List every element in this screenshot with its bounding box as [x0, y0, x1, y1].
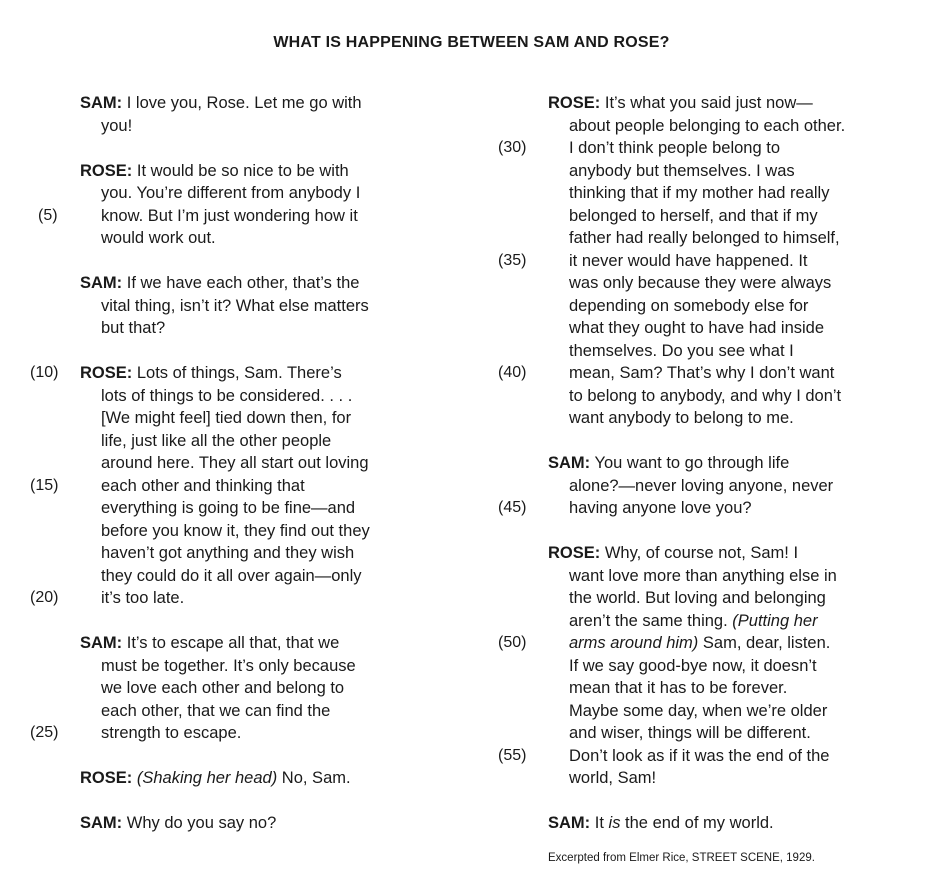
- dialogue-line: [548, 812, 928, 835]
- dialogue-text: It’s what you said just now—: [604, 94, 813, 112]
- dialogue-line: [498, 745, 928, 768]
- speaker-label: SAM:: [80, 94, 123, 112]
- speaker-label: ROSE:: [80, 364, 133, 382]
- dialogue-text: strength to escape.: [101, 724, 242, 742]
- dialogue-line: [498, 250, 928, 273]
- stage-direction: (Shaking her head): [136, 769, 278, 787]
- dialogue-line: life, just like all the other people: [101, 431, 332, 450]
- line-number: (45): [498, 499, 527, 516]
- dialogue-text: It would be so nice to be with: [136, 161, 349, 180]
- dialogue-text: having anyone love you?: [569, 499, 752, 517]
- dialogue-line: [80, 632, 460, 655]
- dialogue-line: must be together. It’s only because: [101, 656, 356, 675]
- dialogue-line: around here. They all start out loving: [101, 454, 369, 472]
- dialogue-line: alone?—never loving anyone, never: [569, 476, 834, 495]
- dialogue-text: I don’t think people belong to: [569, 139, 780, 157]
- dialogue-line: each other, that we can find the: [101, 701, 331, 720]
- dialogue-line: was only because they were always: [569, 274, 832, 292]
- dialogue-line: If we say good-bye now, it doesn’t: [569, 656, 817, 675]
- dialogue-text: It’s to escape all that, that we: [126, 634, 340, 652]
- dialogue-line: what they ought to have had inside: [569, 319, 825, 337]
- line-number: (10): [30, 364, 59, 381]
- dialogue-line: father had really belonged to himself,: [569, 229, 840, 247]
- dialogue-line: [30, 362, 460, 385]
- dialogue-line: to belong to anybody, and why I don’t: [569, 386, 842, 405]
- speaker-label: SAM:: [80, 814, 123, 832]
- speaker-label: ROSE:: [80, 769, 133, 787]
- dialogue-line: [548, 92, 928, 115]
- line-number: (50): [498, 634, 527, 651]
- dialogue-text: it’s too late.: [101, 589, 185, 607]
- dialogue-line: Maybe some day, when we’re older: [569, 701, 828, 720]
- dialogue-text: each other and thinking that: [101, 476, 305, 495]
- dialogue-line: world, Sam!: [569, 769, 657, 787]
- dialogue-line: want anybody to belong to me.: [569, 409, 794, 427]
- dialogue-line: we love each other and belong to: [101, 679, 345, 697]
- dialogue-text: If we have each other, that’s the: [126, 274, 360, 292]
- dialogue-line: you!: [101, 116, 133, 135]
- dialogue-line: [80, 160, 460, 183]
- dialogue-line: [80, 272, 460, 295]
- dialogue-text: Why, of course not, Sam! I: [604, 544, 799, 562]
- dialogue-line: [80, 767, 460, 790]
- stage-direction: arms around him): [569, 634, 699, 652]
- source-credit: Excerpted from Elmer Rice, STREET SCENE, 1929.: [548, 852, 815, 864]
- dialogue-line: everything is going to be fine—and: [101, 499, 356, 517]
- dialogue-line: [548, 610, 928, 633]
- dialogue-line: belonged to herself, and that if my: [569, 206, 818, 225]
- dialogue-line: the world. But loving and belonging: [569, 589, 826, 607]
- speaker-label: ROSE:: [80, 161, 133, 180]
- dialogue-line: [498, 137, 928, 160]
- speaker-label: ROSE:: [548, 94, 601, 112]
- dialogue-line: [80, 92, 460, 115]
- dialogue-line: vital thing, isn’t it? What else matters: [101, 296, 369, 315]
- dialogue-line: [498, 362, 928, 385]
- passage-title: WHAT IS HAPPENING BETWEEN SAM AND ROSE?: [273, 34, 670, 51]
- line-number: (40): [498, 364, 527, 381]
- line-number: (55): [498, 746, 527, 764]
- right-column: [498, 92, 928, 835]
- dialogue-line: [548, 452, 928, 475]
- line-number: (30): [498, 139, 527, 156]
- speaker-label: SAM:: [548, 454, 591, 472]
- dialogue-line: haven’t got anything and they wish: [101, 544, 355, 562]
- dialogue-line: [30, 587, 460, 610]
- speaker-label: ROSE:: [548, 544, 601, 562]
- dialogue-text: mean, Sam? That’s why I don’t want: [569, 364, 835, 382]
- speaker-label: SAM:: [80, 274, 123, 292]
- dialogue-line: you. You’re different from anybody I: [101, 184, 361, 202]
- dialogue-text: Sam, dear, listen.: [702, 634, 831, 652]
- dialogue-line: [38, 205, 460, 228]
- dialogue-text: it never would have happened. It: [569, 251, 808, 270]
- dialogue-line: anybody but themselves. I was: [569, 161, 795, 180]
- dialogue-text: Why do you say no?: [126, 814, 277, 832]
- dialogue-line: thinking that if my mother had really: [569, 184, 830, 202]
- dialogue-text: know. But I’m just wondering how it: [101, 206, 358, 225]
- dialogue-text: aren’t the same thing.: [569, 611, 728, 630]
- line-number: (15): [30, 476, 59, 494]
- dialogue-line: they could do it all over again—only: [101, 566, 362, 585]
- line-number: (5): [38, 206, 58, 224]
- stage-direction: (Putting her: [732, 611, 818, 630]
- dialogue-line: depending on somebody else for: [569, 296, 809, 315]
- dialogue-text: No, Sam.: [281, 769, 351, 787]
- dialogue-text: It: [594, 814, 604, 832]
- emphasis-text: is: [608, 814, 621, 832]
- dialogue-text: Lots of things, Sam. There’s: [136, 364, 342, 382]
- dialogue-line: but that?: [101, 319, 166, 337]
- speaker-label: SAM:: [548, 814, 591, 832]
- dialogue-line: mean that it has to be forever.: [569, 679, 788, 697]
- dialogue-line: would work out.: [101, 229, 216, 247]
- speaker-label: SAM:: [80, 634, 123, 652]
- dialogue-line: [498, 632, 928, 655]
- dialogue-line: themselves. Do you see what I: [569, 341, 794, 360]
- dialogue-line: [30, 475, 460, 498]
- dialogue-line: [548, 542, 928, 565]
- dialogue-line: [30, 722, 460, 745]
- dialogue-line: before you know it, they find out they: [101, 521, 370, 540]
- dialogue-line: [498, 497, 928, 520]
- left-column: [30, 92, 460, 835]
- line-number: (25): [30, 724, 59, 741]
- line-number: (20): [30, 589, 59, 606]
- dialogue-text: I love you, Rose. Let me go with: [126, 94, 362, 112]
- dialogue-line: [80, 812, 460, 835]
- dialogue-line: want love more than anything else in: [569, 566, 837, 585]
- dialogue-text: Don’t look as if it was the end of the: [569, 746, 830, 765]
- dialogue-text: You want to go through life: [594, 454, 790, 472]
- line-number: (35): [498, 251, 527, 269]
- dialogue-text: the end of my world.: [625, 814, 774, 832]
- dialogue-line: [We might feel] tied down then, for: [101, 409, 352, 427]
- dialogue-line: about people belonging to each other.: [569, 116, 846, 135]
- dialogue-line: lots of things to be considered. . . .: [101, 386, 353, 405]
- dialogue-line: and wiser, things will be different.: [569, 724, 811, 742]
